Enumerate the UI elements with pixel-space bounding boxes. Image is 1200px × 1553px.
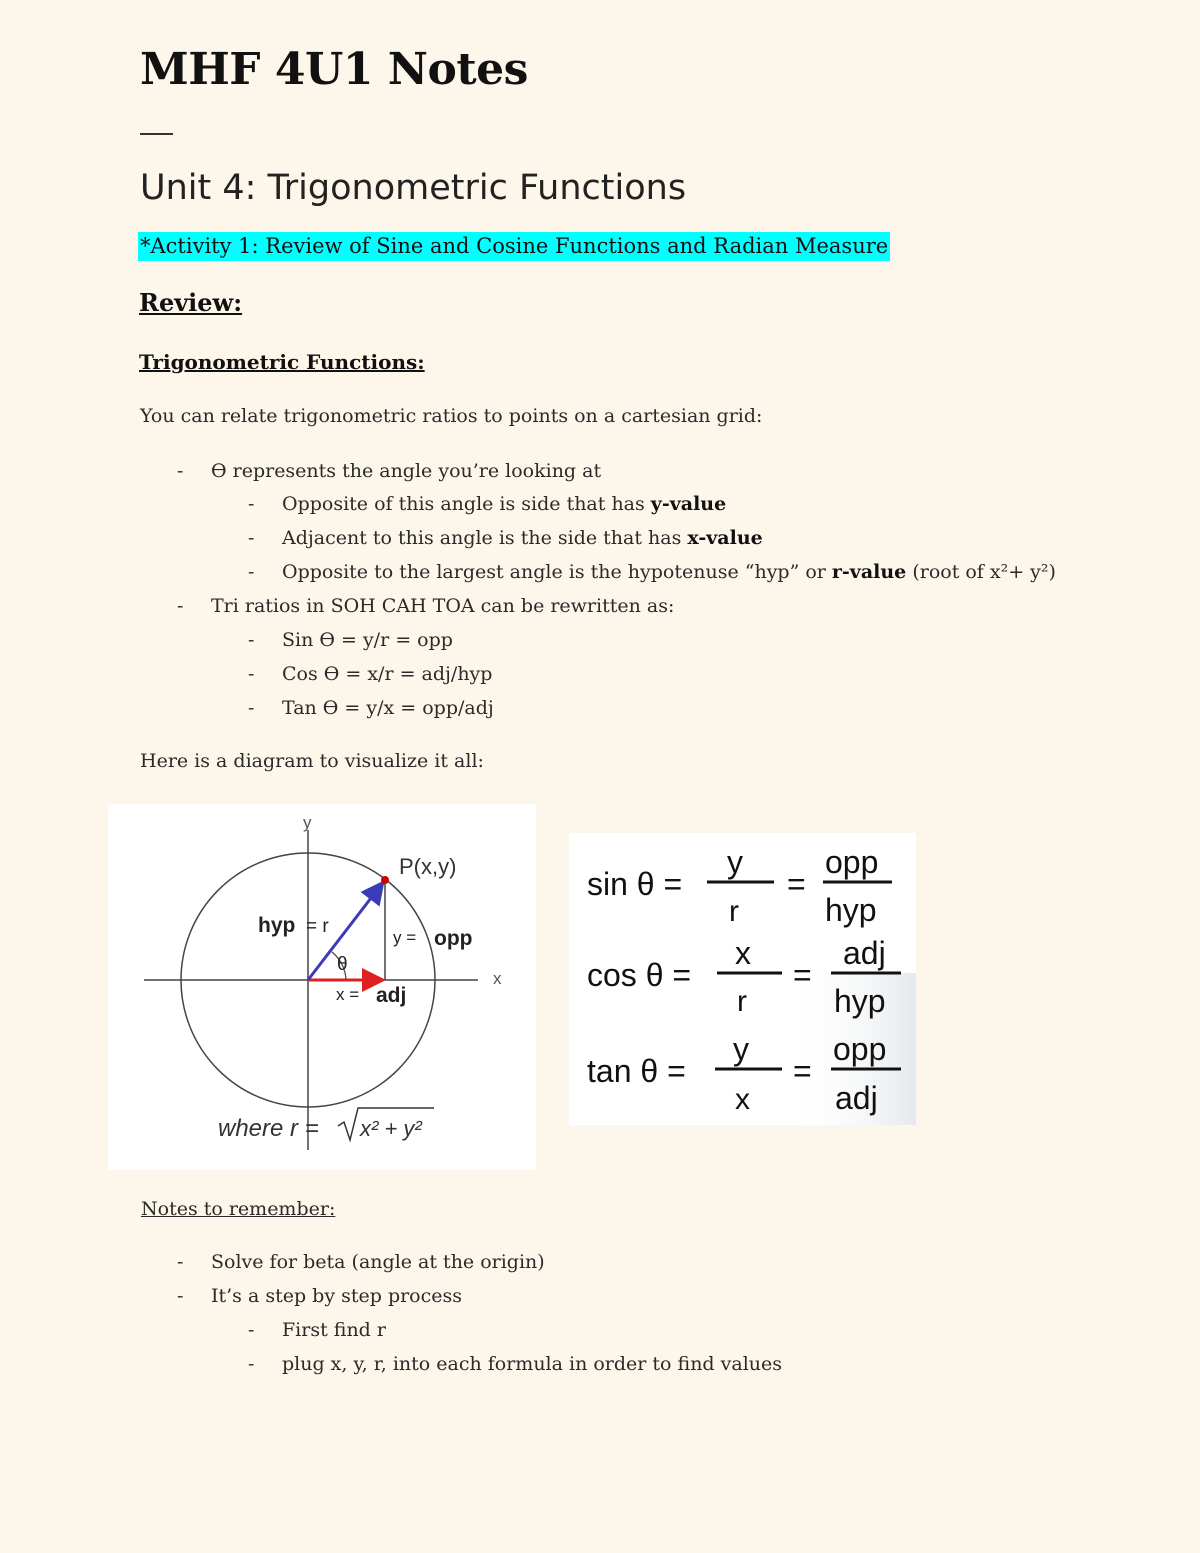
- theta-label: θ: [337, 954, 348, 975]
- tan-den: x: [735, 1083, 750, 1116]
- bullet-dash: -: [248, 629, 255, 651]
- sin-lhs: sin θ =: [587, 866, 683, 902]
- list-item: ϴ represents the angle you’re looking at: [211, 460, 602, 482]
- tan-num2: opp: [833, 1031, 887, 1067]
- ratio-formulas-figure: [569, 833, 916, 1125]
- tan-lhs: tan θ =: [587, 1053, 686, 1089]
- cos-den: r: [737, 985, 747, 1018]
- review-heading: Review:: [139, 288, 243, 317]
- list-item: It’s a step by step process: [211, 1285, 463, 1307]
- adj-x-label: x =: [336, 985, 360, 1004]
- intro-paragraph: You can relate trigonometric ratios to points on a cartesian grid:: [140, 405, 763, 427]
- list-item: First find r: [282, 1319, 386, 1341]
- where-r-label: where r =: [218, 1115, 319, 1142]
- point-p: [381, 876, 389, 884]
- ratio-formulas: [569, 833, 916, 1125]
- bullet-dash: -: [248, 697, 255, 719]
- cos-num: x: [735, 935, 751, 971]
- trig-functions-heading: Trigonometric Functions:: [139, 350, 425, 374]
- tan-eq: =: [793, 1053, 812, 1089]
- cos-eq: =: [793, 957, 812, 993]
- cos-lhs: cos θ =: [587, 957, 692, 993]
- bullet-dash: -: [248, 1353, 255, 1375]
- hyp-r-label: = r: [306, 916, 329, 937]
- bullet-dash: -: [177, 1251, 184, 1273]
- bullet-dash: -: [248, 663, 255, 685]
- title-divider: [140, 133, 173, 135]
- list-item: Cos ϴ = x/r = adj/hyp: [282, 663, 493, 685]
- bullet-dash: -: [248, 527, 255, 549]
- diagram-intro: Here is a diagram to visualize it all:: [140, 750, 484, 772]
- opp-y-label: y =: [393, 928, 417, 947]
- notes-heading: Notes to remember:: [141, 1198, 336, 1220]
- tan-num: y: [733, 1031, 749, 1067]
- x-axis-label: x: [493, 969, 502, 988]
- bullet-dash: -: [248, 1319, 255, 1341]
- cos-den2: hyp: [834, 983, 886, 1019]
- tan-den2: adj: [835, 1080, 878, 1116]
- list-item: Adjacent to this angle is the side that has x-value: [282, 527, 763, 549]
- bullet-dash: -: [177, 460, 184, 482]
- sin-den: r: [729, 895, 739, 928]
- cos-num2: adj: [843, 935, 886, 971]
- list-item: Sin ϴ = y/r = opp: [282, 629, 453, 651]
- activity-highlight: *Activity 1: Review of Sine and Cosine Functions and Radian Measure: [138, 232, 890, 261]
- point-label: P(x,y): [399, 854, 457, 879]
- document-title: MHF 4U1 Notes: [140, 44, 528, 95]
- bullet-dash: -: [177, 595, 184, 617]
- bullet-dash: -: [248, 561, 255, 583]
- list-item: Tan ϴ = y/x = opp/adj: [282, 697, 494, 719]
- sin-eq: =: [787, 866, 806, 902]
- sin-den2: hyp: [825, 892, 877, 928]
- sin-num: y: [727, 844, 743, 880]
- hyp-label: hyp: [258, 914, 296, 937]
- list-item: Opposite of this angle is side that has y-value: [282, 493, 727, 515]
- bullet-dash: -: [177, 1285, 184, 1307]
- adj-label: adj: [376, 984, 407, 1007]
- sin-num2: opp: [825, 844, 879, 880]
- unit-heading: Unit 4: Trigonometric Functions: [140, 168, 687, 208]
- y-axis-label: y: [303, 813, 312, 832]
- list-item: plug x, y, r, into each formula in order to find values: [282, 1353, 783, 1375]
- list-item: Tri ratios in SOH CAH TOA can be rewritten as:: [211, 595, 675, 617]
- unit-circle-figure: [108, 804, 536, 1170]
- list-item: Opposite to the largest angle is the hypotenuse “hyp” or r-value (root of x²+ y²): [282, 561, 1056, 583]
- bullet-dash: -: [248, 493, 255, 515]
- opp-label: opp: [434, 927, 473, 950]
- radicand-label: x² + y²: [360, 1116, 422, 1141]
- unit-circle-diagram: [108, 804, 536, 1170]
- list-item: Solve for beta (angle at the origin): [211, 1251, 545, 1273]
